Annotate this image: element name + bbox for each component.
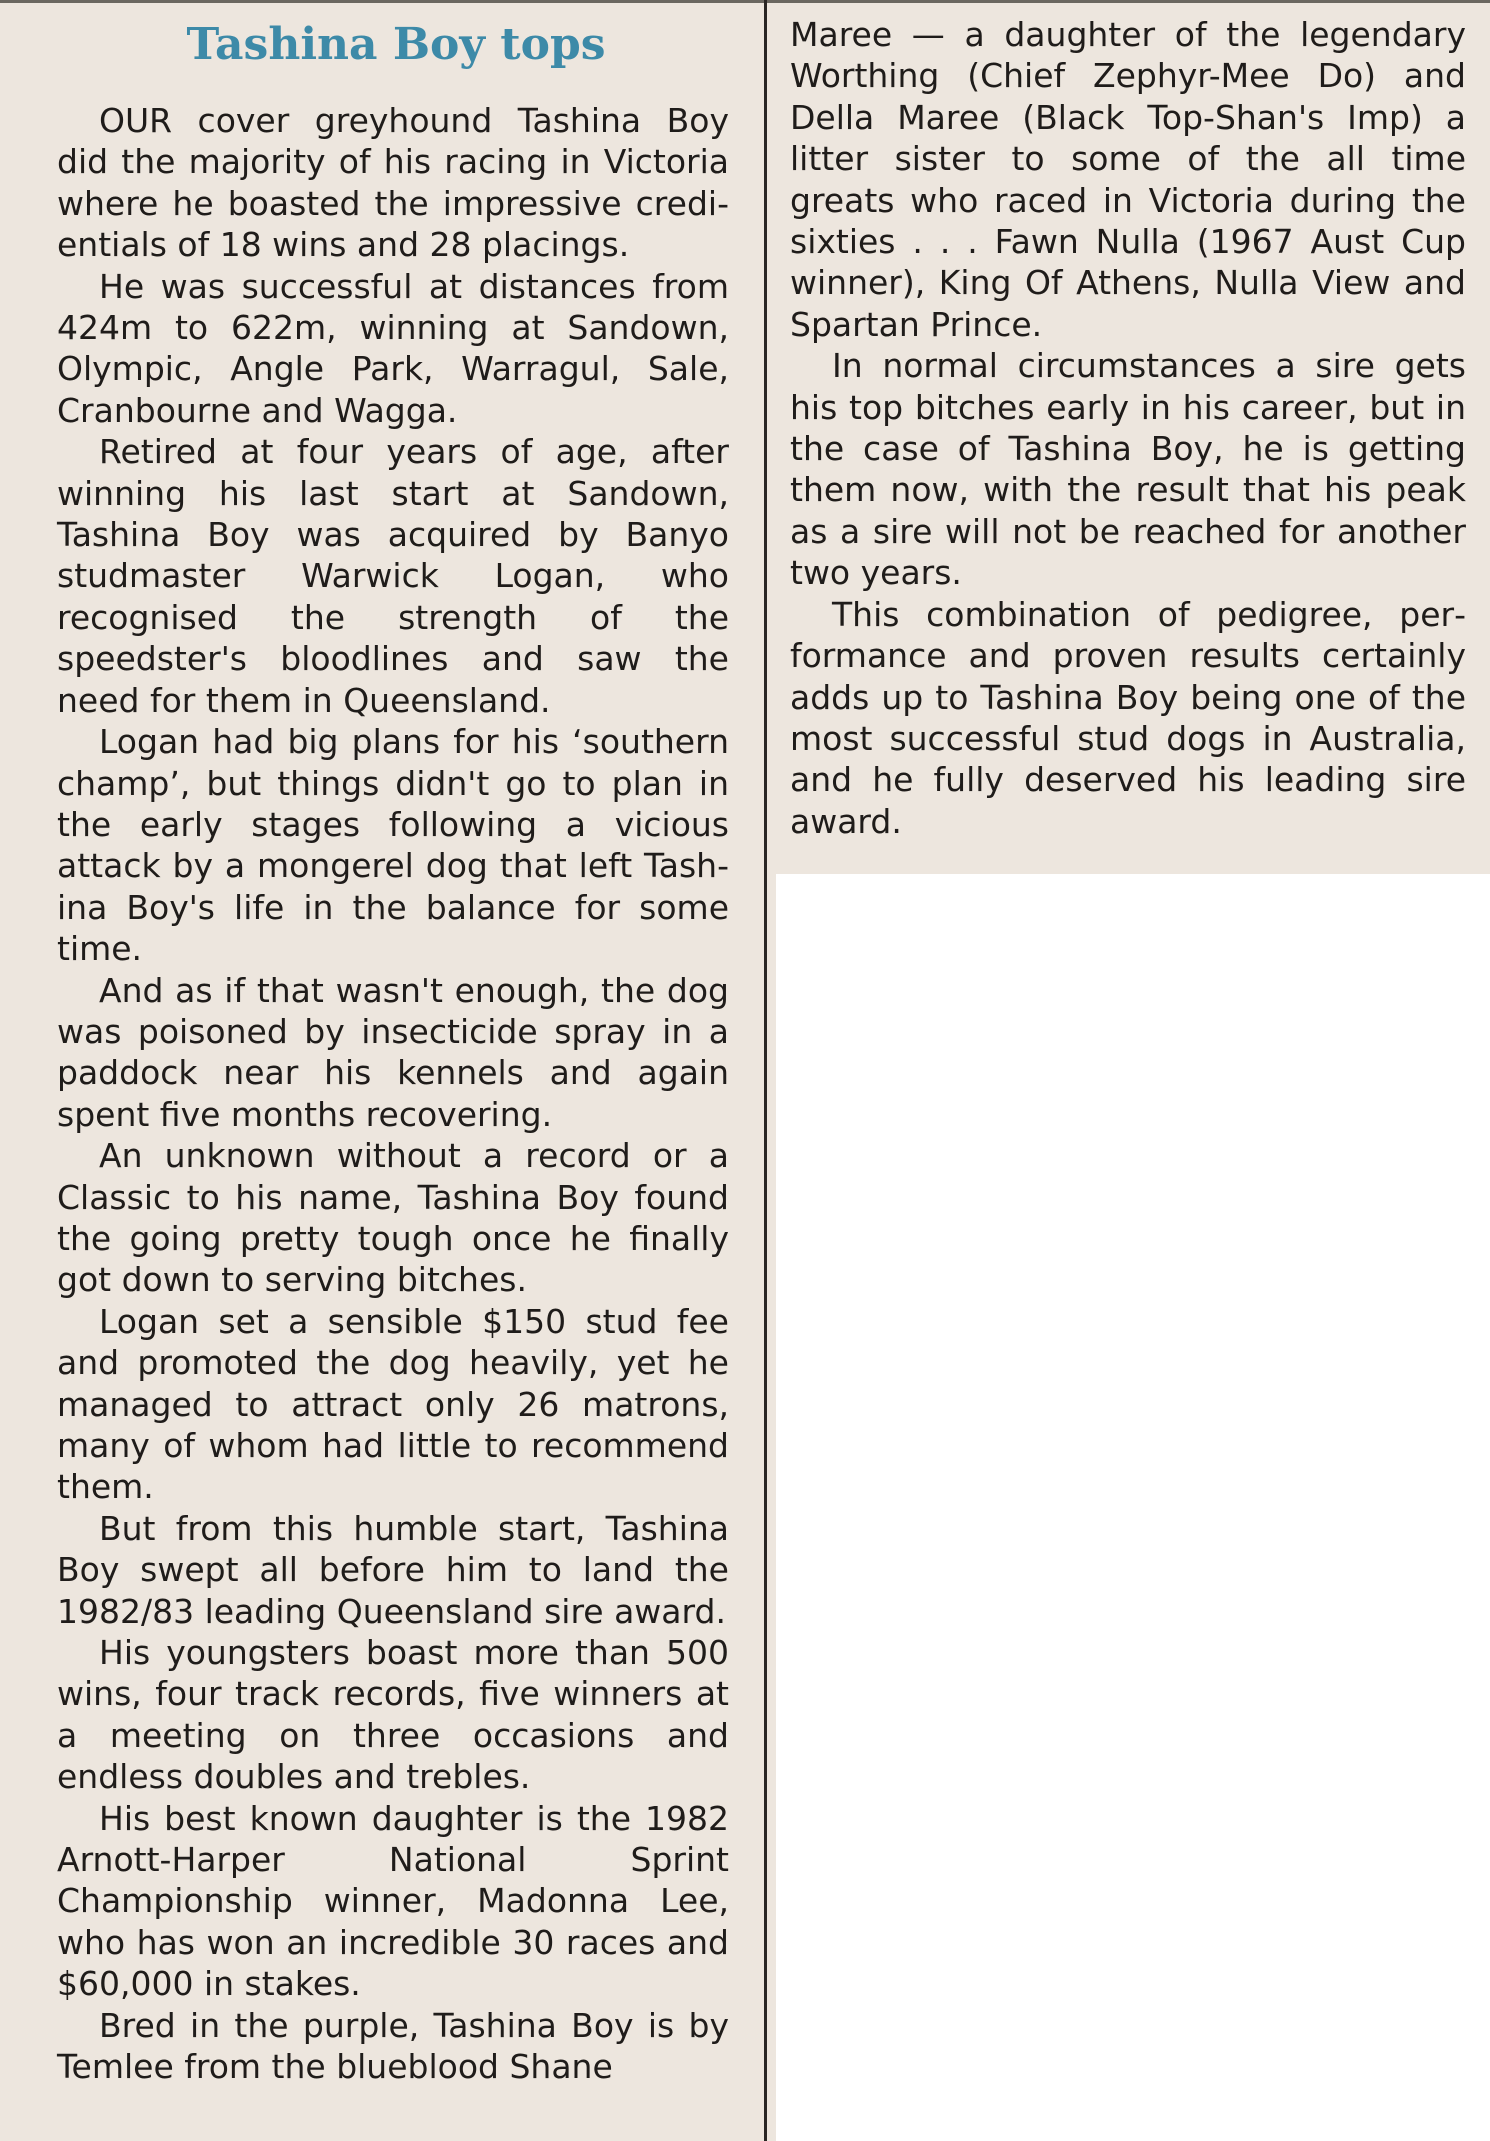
paragraph: His best known daughter is the 1982 Arnott-Harper National Sprint Championship winner, Madonna Lee, who has won an incredible 30 races and $60,000 in stakes. (57, 1798, 729, 2004)
paragraph: He was successful at distances from 424m to 622m, winning at Sandown, Olympic, Angle Park, Warragul, Sale, Cranbourne and Wagga. (57, 266, 729, 430)
paragraph: In normal circumstances a sire gets his top bitches early in his career, but in the case of Tashina Boy, he is getting them now, with the result that his peak as a sire will not be reached for another two years. (790, 346, 1466, 593)
paragraph-continued: Maree — a daughter of the legendary Worthing (Chief Zephyr-Mee Do) and Della Maree (Black Top-Shan's Imp) a litter sister to some of the all time greats who raced in Victoria during the sixties . . . Fawn Nulla (1967 Aust Cup winner), King Of Athens, Nulla View and Spartan Prince. (790, 15, 1466, 344)
paragraph: Bred in the purple, Tashina Boy is by Temlee from the blueblood Shane (57, 2005, 729, 2087)
paragraph: Logan set a sensible $150 stud fee and promoted the dog heavily, yet he managed to attract only 26 matrons, many of whom had little to recommend them. (57, 1301, 729, 1507)
paragraph: Retired at four years of age, after winning his last start at Sandown, Tashina Boy was acquired by Banyo studmaster Warwick Logan, who recognised the strength of the speedster's bloodlines and saw the need for them in Queensland. (57, 432, 729, 720)
clipping-top-edge (0, 0, 1490, 3)
paragraph: And as if that wasn't enough, the dog was poisoned by insecticide spray in a paddock near his kennels and again spent five months recovering. (57, 970, 729, 1134)
article-right-column (790, 14, 1466, 842)
paragraph: OUR cover greyhound Tashina Boy did the majority of his racing in Victoria where he boasted the impressive credientials of 18 wins and 28 placings. (57, 101, 729, 265)
paragraph: His youngsters boast more than 500 wins, four track records, five winners at a meeting on three occasions and endless doubles and trebles. (57, 1633, 729, 1797)
paragraph: This combination of pedigree, performance and proven results certainly adds up to Tashina Boy being one of the most successful stud dogs in Australia, and he fully deserved his leading sire award. (790, 594, 1466, 841)
column-divider-rule (764, 0, 767, 2141)
article-left-column (57, 100, 729, 2088)
paragraph: An unknown without a record or a Classic to his name, Tashina Boy found the going pretty tough once he finally got down to serving bitches. (57, 1136, 729, 1300)
article-headline: Tashina Boy tops (186, 19, 606, 70)
paragraph: Logan had big plans for his ‘southern champ’, but things didn't go to plan in the early stages following a vicious attack by a mongerel dog that left Tashina Boy's life in the balance for some time. (57, 722, 729, 969)
paragraph: But from this humble start, Tashina Boy swept all before him to land the 1982/83 leading Queensland sire award. (57, 1508, 729, 1631)
